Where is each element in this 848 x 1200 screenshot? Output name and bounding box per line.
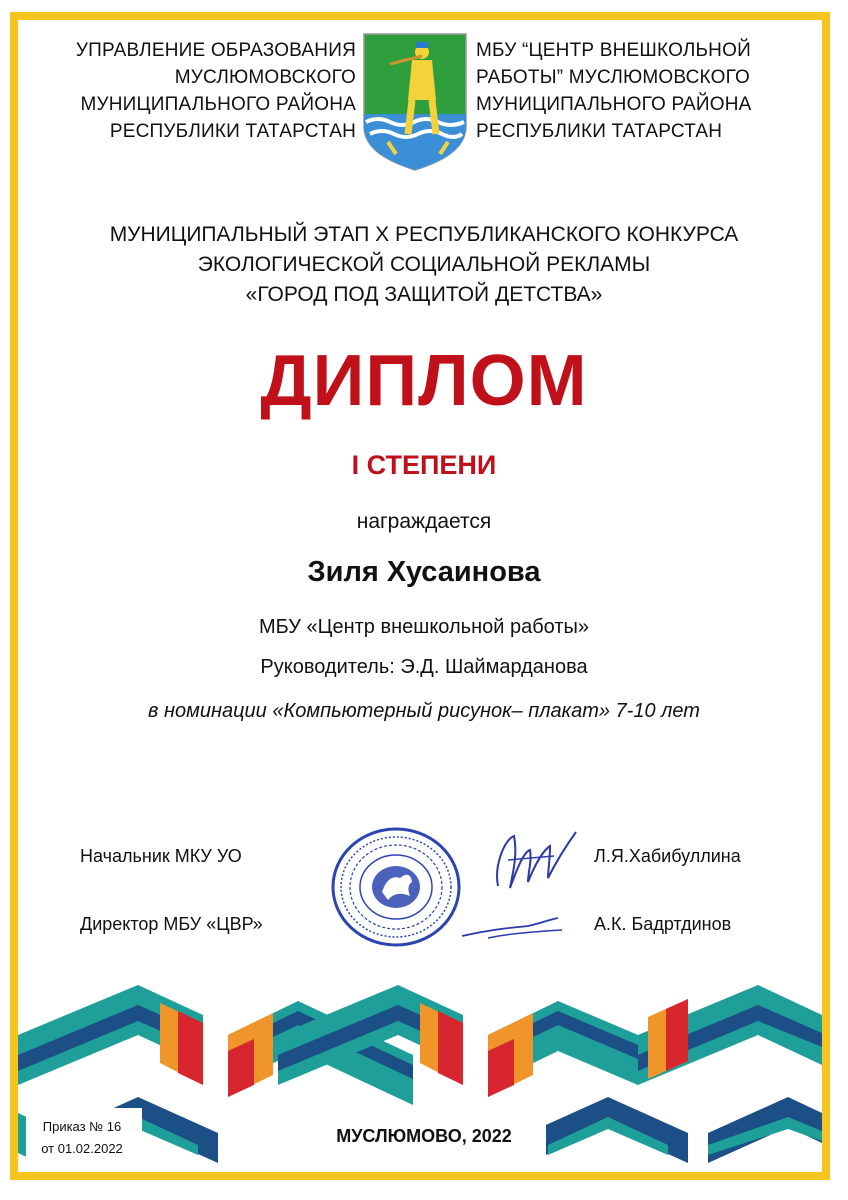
header-left-line: УПРАВЛЕНИЕ ОБРАЗОВАНИЯ xyxy=(75,40,356,61)
recipient-name: Зиля Хусаинова xyxy=(307,556,541,588)
coat-of-arms-icon xyxy=(360,30,470,172)
head-title: Начальник МКУ УО xyxy=(80,846,242,866)
order-date: от 01.02.2022 xyxy=(41,1141,123,1156)
city-year: МУСЛЮМОВО, 2022 xyxy=(336,1126,512,1146)
diploma-title: ДИПЛОМ xyxy=(260,341,588,421)
header-right-line: РЕСПУБЛИКИ ТАТАРСТАН xyxy=(476,121,723,142)
recipient-leader: Руководитель: Э.Д. Шаймарданова xyxy=(260,656,588,678)
signature-icon xyxy=(484,826,584,896)
header-right-line: МБУ “ЦЕНТР ВНЕШКОЛЬНОЙ xyxy=(476,40,751,61)
order-number: Приказ № 16 xyxy=(42,1119,122,1134)
header-right-line: РАБОТЫ” МУСЛЮМОВСКОГО xyxy=(476,67,750,88)
director-title: Директор МБУ «ЦВР» xyxy=(80,914,263,934)
nomination-text: в номинации «Компьютерный рисунок– плакат» 7-10 лет xyxy=(148,700,700,722)
signature-icon xyxy=(458,910,568,944)
contest-line: МУНИЦИПАЛЬНЫЙ ЭТАП X РЕСПУБЛИКАНСКОГО КОНКУРСА xyxy=(109,223,739,246)
awarded-text: награждается xyxy=(356,510,492,533)
recipient-organization: МБУ «Центр внешкольной работы» xyxy=(258,616,590,638)
head-name: Л.Я.Хабибуллина xyxy=(594,846,741,866)
header-left-line: РЕСПУБЛИКИ ТАТАРСТАН xyxy=(109,121,356,142)
header-right-line: МУНИЦИПАЛЬНОГО РАЙОНА xyxy=(476,94,752,115)
header-left-line: МУНИЦИПАЛЬНОГО РАЙОНА xyxy=(80,94,356,115)
contest-name xyxy=(0,220,848,310)
official-seal-icon xyxy=(330,826,462,948)
header-left-org xyxy=(60,37,356,145)
header-right-org xyxy=(476,37,776,145)
director-name: А.К. Бадртдинов xyxy=(594,914,732,934)
header-left-line: МУСЛЮМОВСКОГО xyxy=(174,67,356,88)
diploma-degree: I СТЕПЕНИ xyxy=(351,450,497,480)
contest-line: «ГОРОД ПОД ЗАЩИТОЙ ДЕТСТВА» xyxy=(245,283,603,306)
contest-line: ЭКОЛОГИЧЕСКОЙ СОЦИАЛЬНОЙ РЕКЛАМЫ xyxy=(197,253,651,276)
